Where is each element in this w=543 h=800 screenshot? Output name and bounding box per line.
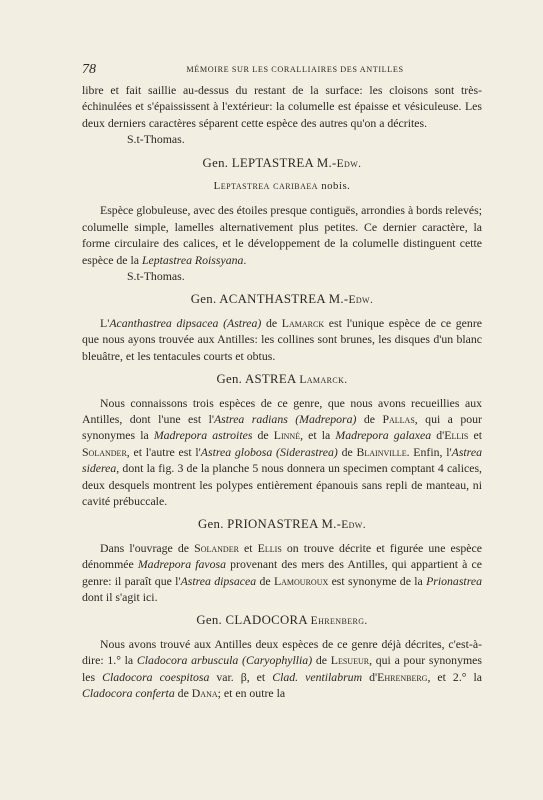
genus-heading-cladocora: Gen. CLADOCORA Ehrenberg.	[196, 613, 368, 628]
paragraph-continuation: libre et fait saillie au-dessus du restant de la surface: les cloisons sont très-échinulées et s'épaississent à l'extérieur: la columelle est épaisse et vésiculeuse. Les deux derniers caractères séparent cette espèce des autres qu'on a décrites.	[82, 83, 482, 130]
species-heading-leptastrea-caribaea: Leptastrea caribaea nobis.	[213, 180, 351, 193]
genus-heading-astrea: Gen. ASTREA Lamarck.	[216, 372, 348, 387]
paragraph-leptastrea: Espèce globuleuse, avec des étoiles presque contiguës, arrondies à bords relevés; columelle simple, lamelles alternativement plus petites. Ce dernier caractère, la forme circulaire des calices, et le développement de la columelle distinguent cette espèce de la Leptastrea Roissyana.	[82, 203, 482, 267]
page-number: 78	[82, 62, 96, 77]
paragraph-prionastrea: Dans l'ouvrage de Solander et Ellis on trouve décrite et figurée une espèce dénommée Madrepora favosa provenant des mers des Antilles, qui appartient à ce genre: il paraît que l'Astrea dipsacea de Lamouroux est synonyme de la Prionastrea dont il s'agit ici.	[82, 540, 482, 604]
paragraph-astrea: Nous connaissons trois espèces de ce genre, que nous avons recueillies aux Antilles, dont l'une est l'Astrea radians (Madrepora) de Pallas, qui a pour synonymes la Madrepora astroites de Linné, et la Madrepora galaxea d'Ellis et Solander, et l'autre est l'Astrea globosa (Siderastrea) de Blainville. Enfin, l'Astrea siderea, dont la fig. 3 de la planche 5 nous donnera un specimen comptant 4 calices, deux desquels montrent les polypes entièrement épanouis sans repli de manteau, ni cavité prébuccale.	[82, 395, 482, 508]
locality-label: S.t-Thomas.	[127, 132, 185, 147]
genus-heading-acanthastrea: Gen. ACANTHASTREA M.-Edw.	[190, 292, 374, 307]
running-title: MÉMOIRE SUR LES CORALLIAIRES DES ANTILLES	[186, 65, 404, 74]
genus-heading-prionastrea: Gen. PRIONASTREA M.-Edw.	[197, 517, 367, 532]
paragraph-acanthastrea: L'Acanthastrea dipsacea (Astrea) de Lamarck est l'unique espèce de ce genre que nous ayons trouvée aux Antilles: les collines sont brunes, les disques d'un blanc bleuâtre, et les tentacules courts et obtus.	[82, 315, 482, 363]
locality-label: S.t-Thomas.	[127, 269, 185, 284]
paragraph-cladocora: Nous avons trouvé aux Antilles deux espèces de ce genre déjà décrites, c'est-à-dire: 1.° la Cladocora arbuscula (Caryophyllia) de Lesueur, qui a pour synonymes les Cladocora coespitosa var. β, et Clad. ventilabrum d'Ehrenberg, et 2.° la Cladocora conferta de Dana; et en outre la	[82, 636, 483, 700]
page-body	[82, 82, 482, 701]
genus-heading-leptastrea: Gen. LEPTASTREA M.-Edw.	[202, 155, 362, 170]
page-header	[82, 62, 482, 78]
